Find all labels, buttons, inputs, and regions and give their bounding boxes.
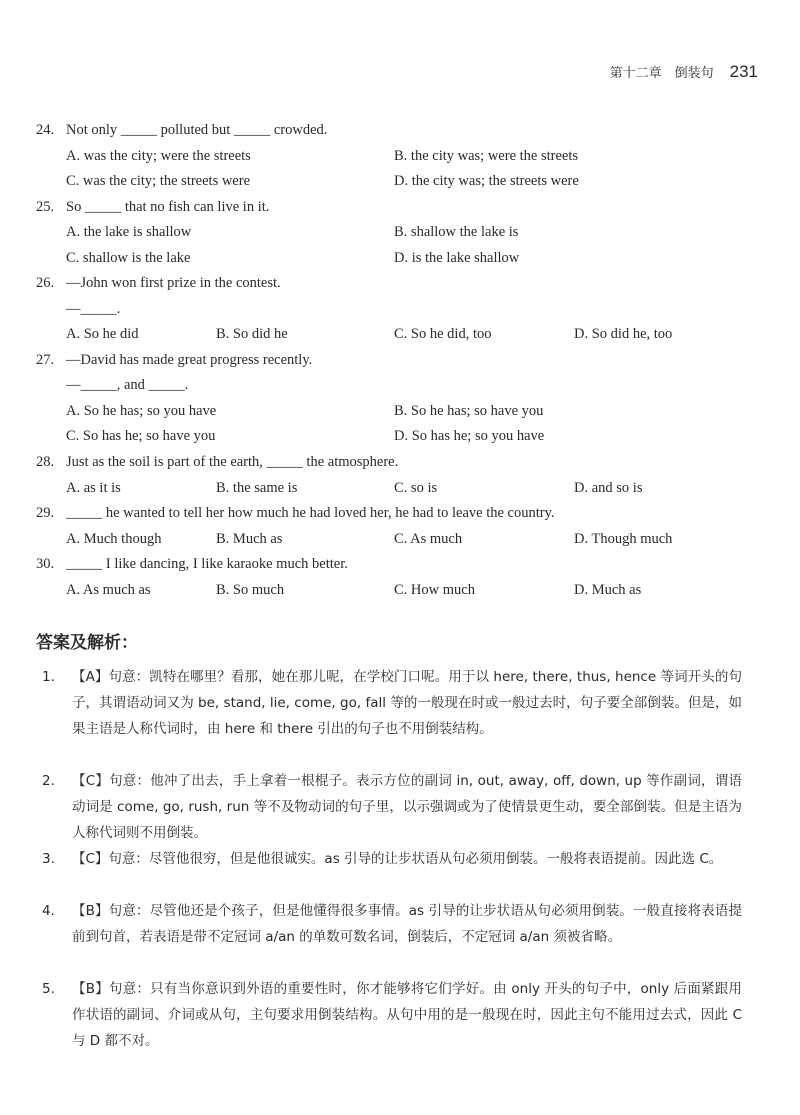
- answer-number: 5.: [42, 981, 55, 997]
- answer-text: 【C】句意：尽管他很穷，但是他很诚实。as 引导的让步状语从句必须用倒装。一般将表语提前。因此选 C。: [72, 851, 723, 867]
- question-27: [36, 348, 312, 374]
- option-a: A. the lake is shallow: [66, 224, 192, 240]
- answers-heading: 答案及解析：: [36, 633, 138, 653]
- option-c: C. shallow is the lake: [66, 250, 191, 266]
- question-number: 25.: [36, 199, 55, 215]
- answer-number: 4.: [42, 903, 55, 919]
- question-stem: _____ I like dancing, I like karaoke much better.: [66, 556, 348, 572]
- question-stem: —David has made great progress recently.: [66, 352, 313, 368]
- question-number: 26.: [36, 275, 55, 291]
- answer-number: 2.: [42, 773, 55, 789]
- option-a: A. as it is: [66, 480, 121, 496]
- answer-text: 【B】句意：尽管他还是个孩子，但是他懂得很多事情。as 引导的让步状语从句必须用倒装。一般直接将表语提前到句首，若表语是带不定冠词 a/an 的单数可数名词，倒装后，不定冠词 a/an 须被省略。: [72, 903, 742, 945]
- answer-item: [42, 898, 742, 950]
- option-a: A. So he did: [66, 326, 139, 342]
- question-number: 24.: [36, 122, 55, 138]
- option-a: A. As much as: [66, 582, 151, 598]
- question-number: 29.: [36, 505, 55, 521]
- option-b: B. the city was; were the streets: [394, 148, 579, 164]
- option-d: D. is the lake shallow: [394, 250, 520, 266]
- answer-text: 【B】句意：只有当你意识到外语的重要性时，你才能够将它们学好。由 only 开头的句子中，only 后面紧跟用作状语的副词、介词或从句，主句要求用倒装结构。从句中用的是一般现在时，因此主句不能用过去式，因此 C 与 D 都不对。: [72, 981, 742, 1049]
- question-response-line: —_____.: [66, 301, 121, 317]
- option-d: D. and so is: [574, 480, 643, 496]
- question-stem: —John won first prize in the contest.: [66, 275, 281, 291]
- option-a: A. was the city; were the streets: [66, 148, 251, 164]
- question-number: 27.: [36, 352, 55, 368]
- answer-item: [42, 976, 742, 1054]
- option-b: B. Much as: [216, 531, 283, 547]
- option-d: D. Though much: [574, 531, 673, 547]
- question-24: [36, 118, 327, 144]
- question-response-line: —_____, and _____.: [66, 377, 189, 393]
- answer-number: 1.: [42, 669, 55, 685]
- question-stem: _____ he wanted to tell her how much he had loved her, he had to leave the country.: [66, 505, 555, 521]
- option-c: C. was the city; the streets were: [66, 173, 251, 189]
- option-a: A. Much though: [66, 531, 162, 547]
- chapter-title: 第十二章 倒装句: [609, 66, 714, 81]
- option-b: B. So did he: [216, 326, 288, 342]
- option-b: B. So he has; so have you: [394, 403, 544, 419]
- question-stem: Just as the soil is part of the earth, _____ the atmosphere.: [66, 454, 399, 470]
- option-a: A. So he has; so you have: [66, 403, 217, 419]
- question-number: 30.: [36, 556, 55, 572]
- answer-text: 【C】句意：他冲了出去，手上拿着一根棍子。表示方位的副词 in, out, away, off, down, up 等作副词，谓语动词是 come, go, rush, run 等不及物动词的句子里，以示强调或为了使情景更生动，要全部倒装。但是主语为人称代词则不用倒装。: [72, 773, 742, 841]
- answer-item: [42, 846, 742, 872]
- page-number: 231: [729, 62, 758, 81]
- option-b: B. shallow the lake is: [394, 224, 519, 240]
- question-number: 28.: [36, 454, 55, 470]
- option-c: C. So he did, too: [394, 326, 492, 342]
- option-d: D. Much as: [574, 582, 642, 598]
- question-stem: So _____ that no fish can live in it.: [66, 199, 270, 215]
- option-b: B. the same is: [216, 480, 298, 496]
- page-header: [610, 62, 758, 82]
- option-c: C. As much: [394, 531, 463, 547]
- answer-item: [42, 664, 742, 742]
- answer-text: 【A】句意：凯特在哪里？看那，她在那儿呢，在学校门口呢。用于以 here, there, thus, hence 等词开头的句子，其谓语动词又为 be, stand, lie, come, go, fall 等的一般现在时或一般过去时，句子要全部倒装。但是，如果主语是人称代词时，由 here 和 there 引出的句子也不用倒装结构。: [72, 669, 742, 737]
- option-d: D. So did he, too: [574, 326, 673, 342]
- option-d: D. So has he; so you have: [394, 428, 545, 444]
- option-c: C. so is: [394, 480, 438, 496]
- question-29: [36, 501, 555, 527]
- option-c: C. How much: [394, 582, 475, 598]
- option-b: B. So much: [216, 582, 285, 598]
- option-c: C. So has he; so have you: [66, 428, 216, 444]
- question-stem: Not only _____ polluted but _____ crowded.: [66, 122, 328, 138]
- question-28: [36, 450, 398, 476]
- option-d: D. the city was; the streets were: [394, 173, 579, 189]
- question-25: [36, 195, 269, 221]
- answer-item: [42, 768, 742, 846]
- answer-number: 3.: [42, 851, 55, 867]
- question-30: [36, 552, 348, 578]
- question-26: [36, 271, 281, 297]
